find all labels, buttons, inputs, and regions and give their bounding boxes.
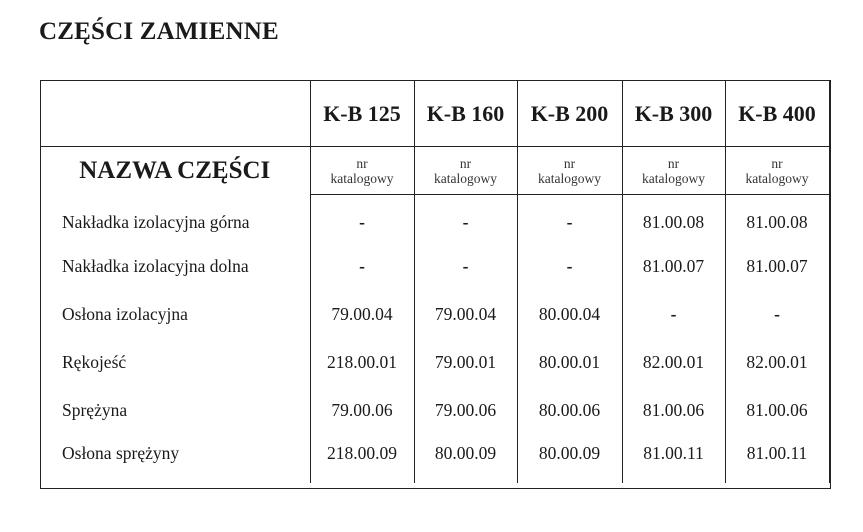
catalog-number-cell: 80.00.04 xyxy=(517,291,622,339)
table-row xyxy=(40,339,829,387)
catalog-number-cell: 80.00.09 xyxy=(517,435,622,483)
catalog-number-cell: 81.00.11 xyxy=(622,435,725,483)
catalog-number-cell: 81.00.11 xyxy=(725,435,829,483)
catalog-number-cell: 80.00.09 xyxy=(414,435,517,483)
catalog-number-cell: 81.00.07 xyxy=(725,243,829,291)
model-header: K-B 300 xyxy=(622,81,725,147)
catalog-number-cell: - xyxy=(517,243,622,291)
table-row xyxy=(40,387,829,435)
catalog-header xyxy=(517,147,622,195)
catalog-number-cell: 218.00.09 xyxy=(310,435,414,483)
catalog-number-cell: - xyxy=(310,195,414,243)
spare-parts-table xyxy=(40,80,830,483)
catalog-number-cell: 81.00.06 xyxy=(725,387,829,435)
catalog-header-row xyxy=(40,147,829,195)
catalog-label-line1: nr xyxy=(356,155,368,171)
catalog-number-cell: 80.00.01 xyxy=(517,339,622,387)
catalog-label-line1: nr xyxy=(667,155,680,171)
catalog-label-line1: nr xyxy=(459,155,472,171)
part-name-cell: Osłona izolacyjna xyxy=(40,291,310,339)
header-corner xyxy=(40,81,310,147)
catalog-number-cell: - xyxy=(725,291,829,339)
model-header: K-B 400 xyxy=(725,81,829,147)
model-header: K-B 160 xyxy=(414,81,517,147)
catalog-number-cell: 218.00.01 xyxy=(310,339,414,387)
part-name-cell: Nakładka izolacyjna górna xyxy=(40,195,310,243)
part-name-cell: Sprężyna xyxy=(40,387,310,435)
part-name-cell: Osłona sprężyny xyxy=(40,435,310,483)
catalog-number-cell: - xyxy=(622,291,725,339)
catalog-label-line1: nr xyxy=(771,155,783,171)
catalog-number-cell: 80.00.06 xyxy=(517,387,622,435)
catalog-label-line2: katalogowy xyxy=(434,170,497,186)
catalog-number-cell: 79.00.06 xyxy=(414,387,517,435)
catalog-label-line2: katalogowy xyxy=(330,170,394,186)
model-header: K-B 125 xyxy=(310,81,414,147)
catalog-label-line1: nr xyxy=(563,155,576,171)
catalog-header xyxy=(310,147,414,195)
catalog-number-cell: 82.00.01 xyxy=(725,339,829,387)
catalog-header xyxy=(622,147,725,195)
model-header-row xyxy=(40,81,829,147)
catalog-number-cell: 81.00.06 xyxy=(622,387,725,435)
part-name-cell: Rękojeść xyxy=(40,339,310,387)
catalog-number-cell: 81.00.08 xyxy=(725,195,829,243)
catalog-number-cell: 79.00.04 xyxy=(310,291,414,339)
catalog-label-line2: katalogowy xyxy=(745,170,809,186)
catalog-number-cell: 79.00.01 xyxy=(414,339,517,387)
catalog-number-cell: 79.00.06 xyxy=(310,387,414,435)
table-row xyxy=(40,243,829,291)
part-name-cell: Nakładka izolacyjna dolna xyxy=(40,243,310,291)
catalog-label-line2: katalogowy xyxy=(642,170,705,186)
catalog-header xyxy=(414,147,517,195)
catalog-number-cell: - xyxy=(414,195,517,243)
catalog-number-cell: - xyxy=(414,243,517,291)
page-title: CZĘŚCI ZAMIENNE xyxy=(39,18,279,45)
table-row xyxy=(40,195,829,243)
model-header: K-B 200 xyxy=(517,81,622,147)
catalog-header xyxy=(725,147,829,195)
table-row xyxy=(40,291,829,339)
catalog-label-line2: katalogowy xyxy=(538,170,601,186)
catalog-number-cell: 81.00.08 xyxy=(622,195,725,243)
catalog-number-cell: - xyxy=(517,195,622,243)
part-name-header: NAZWA CZĘŚCI xyxy=(40,147,310,195)
catalog-number-cell: 81.00.07 xyxy=(622,243,725,291)
catalog-number-cell: 82.00.01 xyxy=(622,339,725,387)
catalog-number-cell: 79.00.04 xyxy=(414,291,517,339)
catalog-number-cell: - xyxy=(310,243,414,291)
table-row xyxy=(40,435,829,483)
